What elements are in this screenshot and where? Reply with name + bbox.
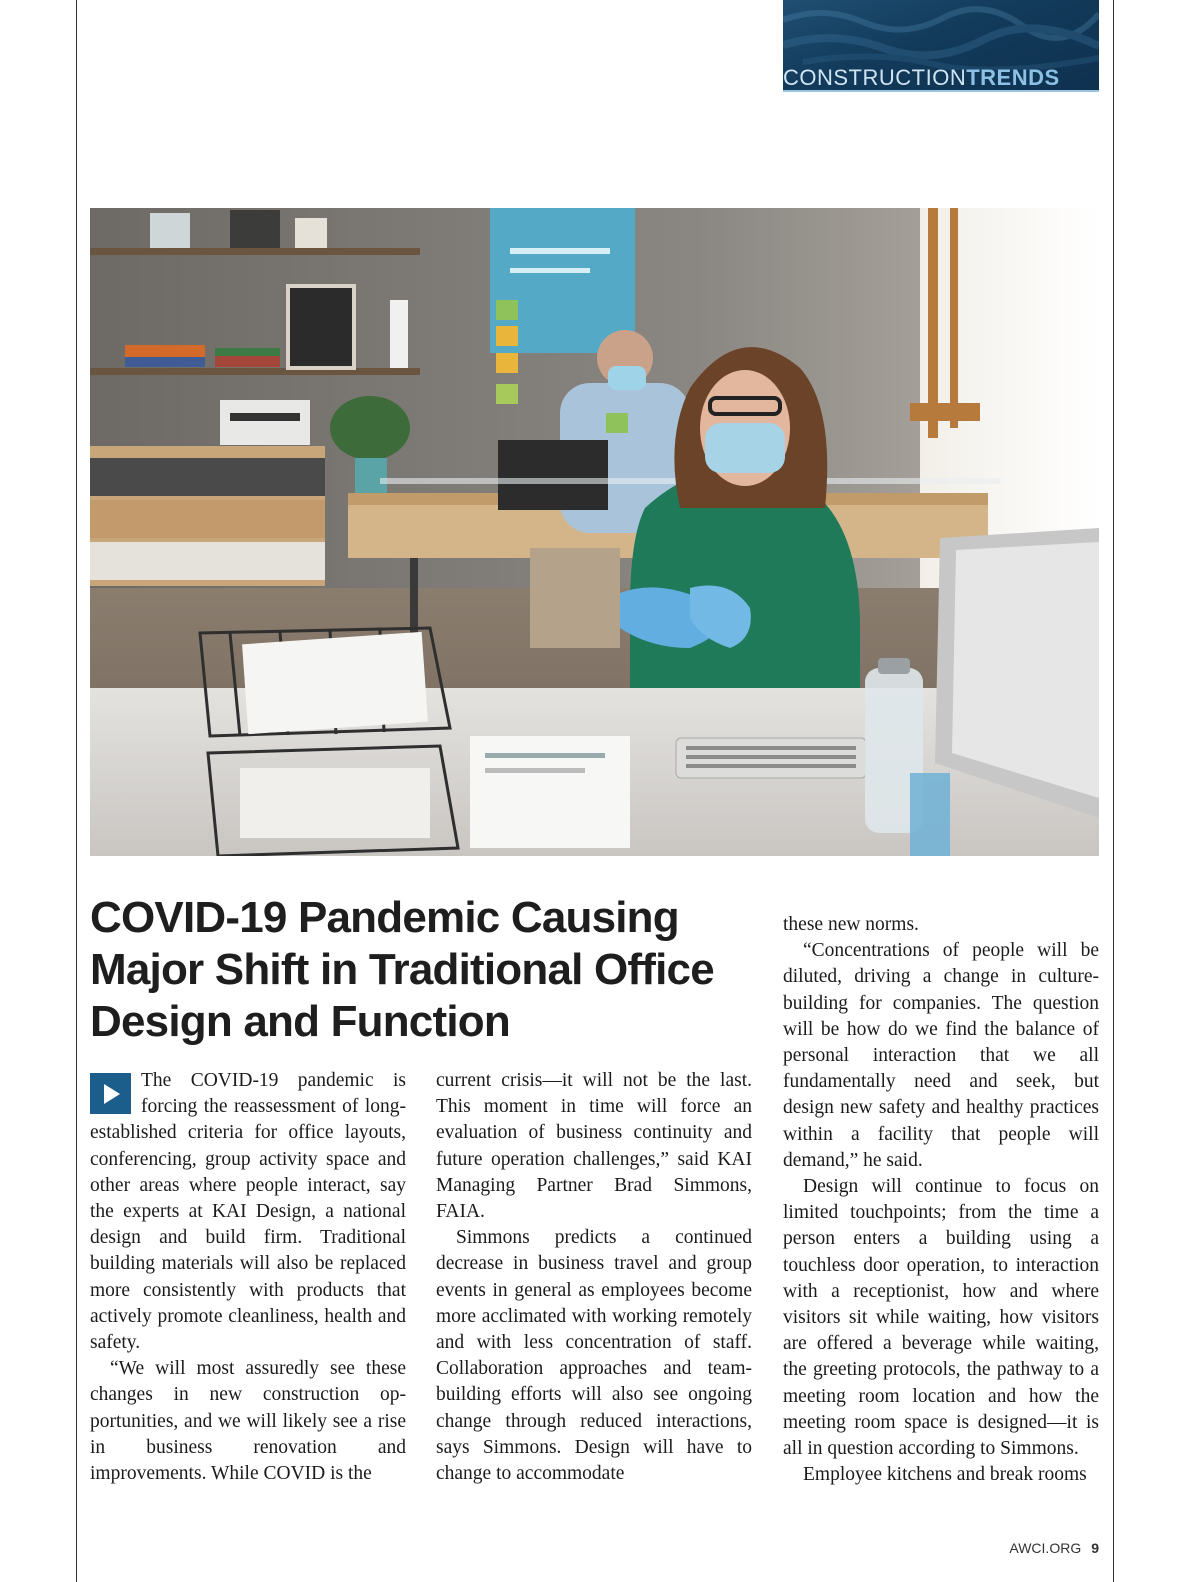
paragraph-intro: The COVID-19 pandemic is forcing the reassessment of long-established criteria for office layouts, conferencing, group activity space and other areas where people interact, say the experts at KAI Design, a national design and build firm. Traditional building materials will also be replaced more consistently with products that actively promote cleanliness, health and safety.	[90, 1070, 406, 1354]
banner-texture	[783, 0, 1099, 70]
article-column-3	[783, 912, 1099, 1488]
section-banner-label	[783, 66, 1099, 92]
office-photo-illustration	[90, 208, 1099, 856]
article-headline: COVID-19 Pandemic Causing Major Shift in Traditional Office Design and Function	[90, 893, 714, 1046]
page-footer	[1009, 1540, 1099, 1556]
article-photo	[90, 208, 1099, 856]
article-column-2	[436, 1068, 752, 1488]
paragraph-predictions: Simmons predicts a continued decrease in business travel and group events in general as employees become more acclimated with working remotely and with less concentration of staff. Collaboration approaches and team-building efforts will also see ongoing change through reduced interactions, says Simmons. Design will have to change to accommodate	[436, 1227, 752, 1485]
article-column-1	[90, 1068, 406, 1488]
footer-site: AWCI.ORG	[1009, 1540, 1082, 1556]
page-left-rule	[76, 0, 77, 1582]
page-number: 9	[1091, 1540, 1099, 1556]
paragraph-kitchens: Employee kitchens and break rooms	[803, 1464, 1087, 1486]
paragraph-continued-2: these new norms.	[783, 914, 919, 935]
paragraph-touchpoints: Design will continue to focus on limited touchpoints; from the time a person enters a building using a touchless door operation, to interaction with a receptionist, how and where visitors sit while waiting, how visitors are offered a beverage while waiting, the greeting protocols, the pathway to a meeting room location and how the meeting room space is designed—it is all in question according to Simmons.	[783, 1176, 1099, 1460]
paragraph-quote-2: “Concentrations of people will be diluted, driving a change in culture-building for companies. The question will be how do we find the balance of personal interaction that we all fundamentally need and seek, but design new safety and healthy practices within a facility that people will demand,” he said.	[783, 940, 1099, 1171]
play-arrow-icon	[90, 1073, 131, 1114]
banner-word-construction: CONSTRUCTION	[783, 65, 967, 90]
page-right-rule	[1113, 0, 1114, 1582]
paragraph-continued: current crisis—it will not be the last. This moment in time will force an evaluation of business continuity and future operation challenges,” said KAI Managing Partner Brad Simmons, FAIA.	[436, 1070, 752, 1223]
banner-word-trends: TRENDS	[966, 65, 1060, 90]
section-banner	[783, 0, 1099, 92]
paragraph-quote-1: “We will most assuredly see these changes in new construction opportunities, and we will likely see a rise in business renovation and improvements. While COVID is the	[90, 1358, 406, 1485]
